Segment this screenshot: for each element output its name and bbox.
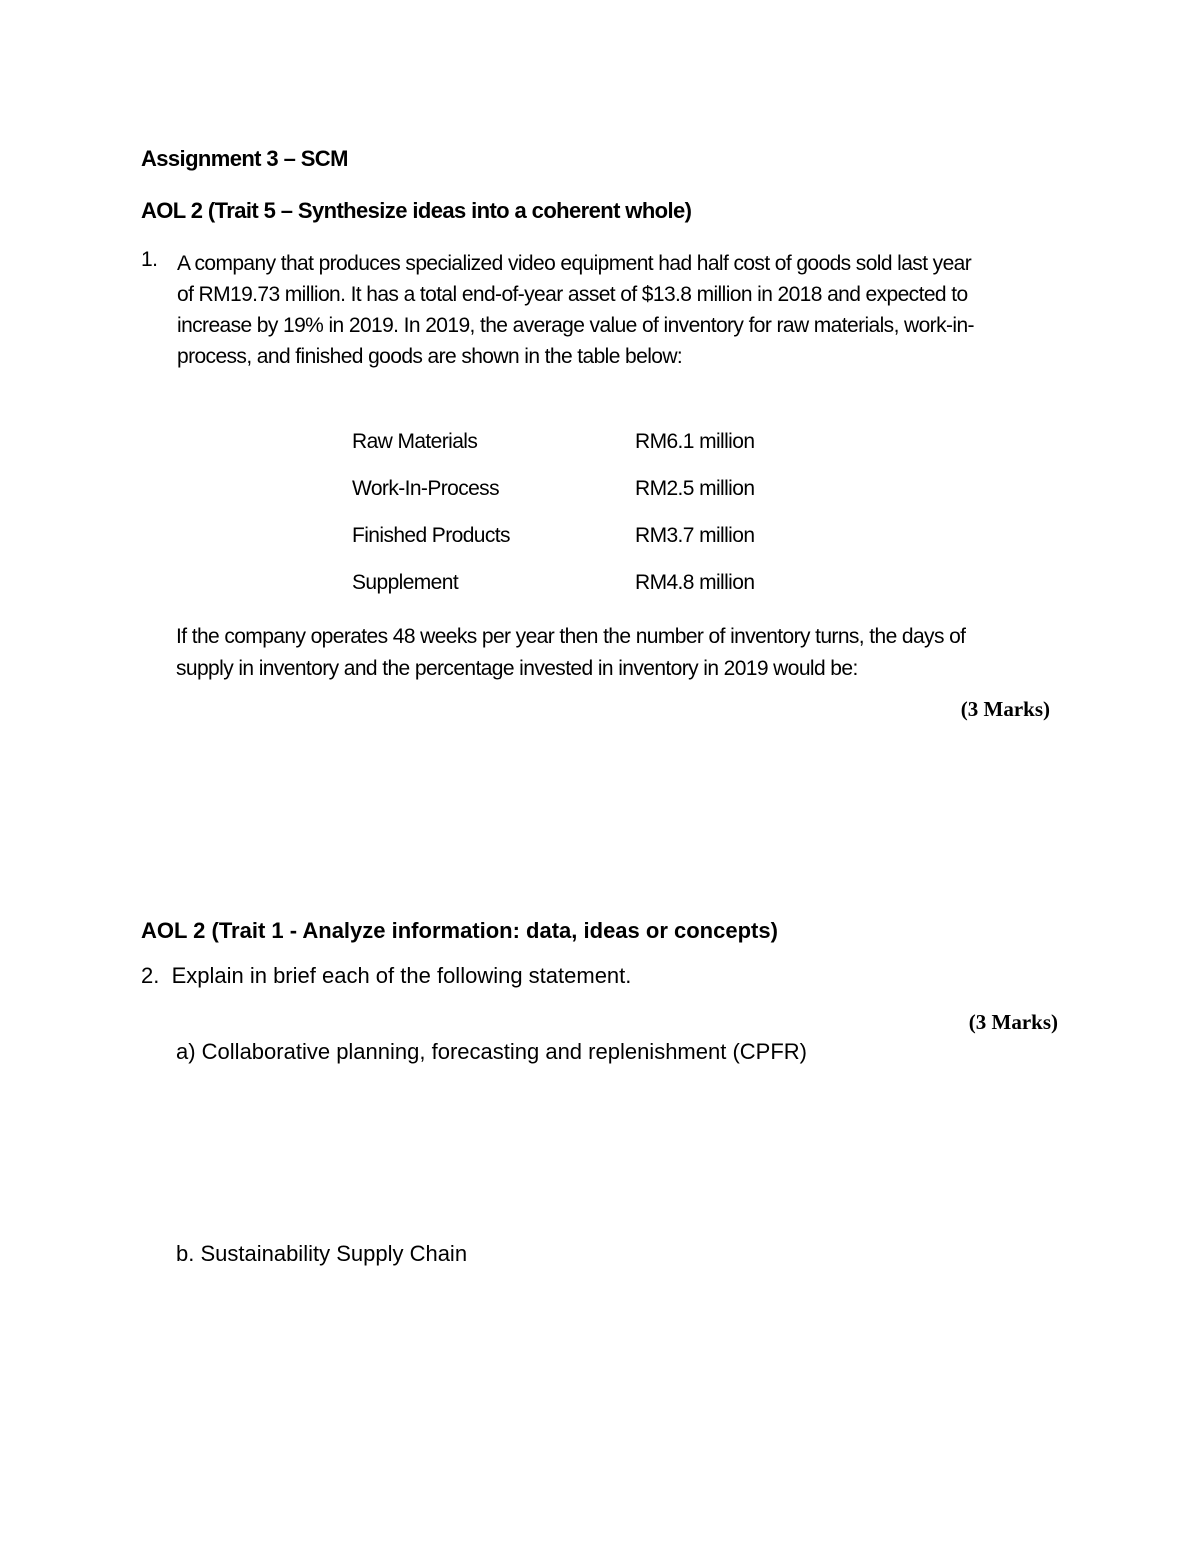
question1-followup (176, 621, 965, 685)
followup-line: supply in inventory and the percentage invested in inventory in 2019 would be: (176, 657, 858, 680)
question1-line: of RM19.73 million. It has a total end-of-year asset of $13.8 million in 2018 and expected to (177, 283, 968, 306)
inventory-item: Finished Products (352, 524, 510, 547)
inventory-value: RM4.8 million (635, 571, 755, 594)
question2-marks: (3 Marks) (968, 1010, 1058, 1034)
table-row (352, 430, 835, 477)
inventory-item: Work-In-Process (352, 477, 499, 500)
inventory-table (352, 430, 835, 618)
table-row (352, 477, 835, 524)
question1-line: increase by 19% in 2019. In 2019, the average value of inventory for raw materials, work-in- (177, 314, 974, 337)
question2-text: 2. Explain in brief each of the following statement. (141, 963, 632, 988)
inventory-value: RM6.1 million (635, 430, 755, 453)
question1-line: process, and finished goods are shown in the table below: (177, 345, 683, 368)
inventory-item: Raw Materials (352, 430, 478, 453)
section2-heading: AOL 2 (Trait 1 - Analyze information: data, ideas or concepts) (141, 918, 778, 943)
inventory-value: RM3.7 million (635, 524, 755, 547)
question2-part-a: a) Collaborative planning, forecasting and replenishment (CPFR) (176, 1039, 807, 1064)
question1-text (177, 248, 1057, 372)
section1-heading: AOL 2 (Trait 5 – Synthesize ideas into a coherent whole) (141, 198, 692, 223)
table-row (352, 524, 835, 571)
inventory-value: RM2.5 million (635, 477, 755, 500)
followup-line: If the company operates 48 weeks per year then the number of inventory turns, the days of (176, 625, 966, 648)
inventory-item: Supplement (352, 571, 459, 594)
question2-part-b: b. Sustainability Supply Chain (176, 1241, 468, 1266)
question1-line: A company that produces specialized video equipment had half cost of goods sold last year (177, 252, 972, 275)
question1-marks: (3 Marks) (960, 697, 1050, 721)
question1-number: 1. (141, 248, 158, 271)
table-row (352, 571, 835, 618)
document-title: Assignment 3 – SCM (141, 146, 348, 171)
